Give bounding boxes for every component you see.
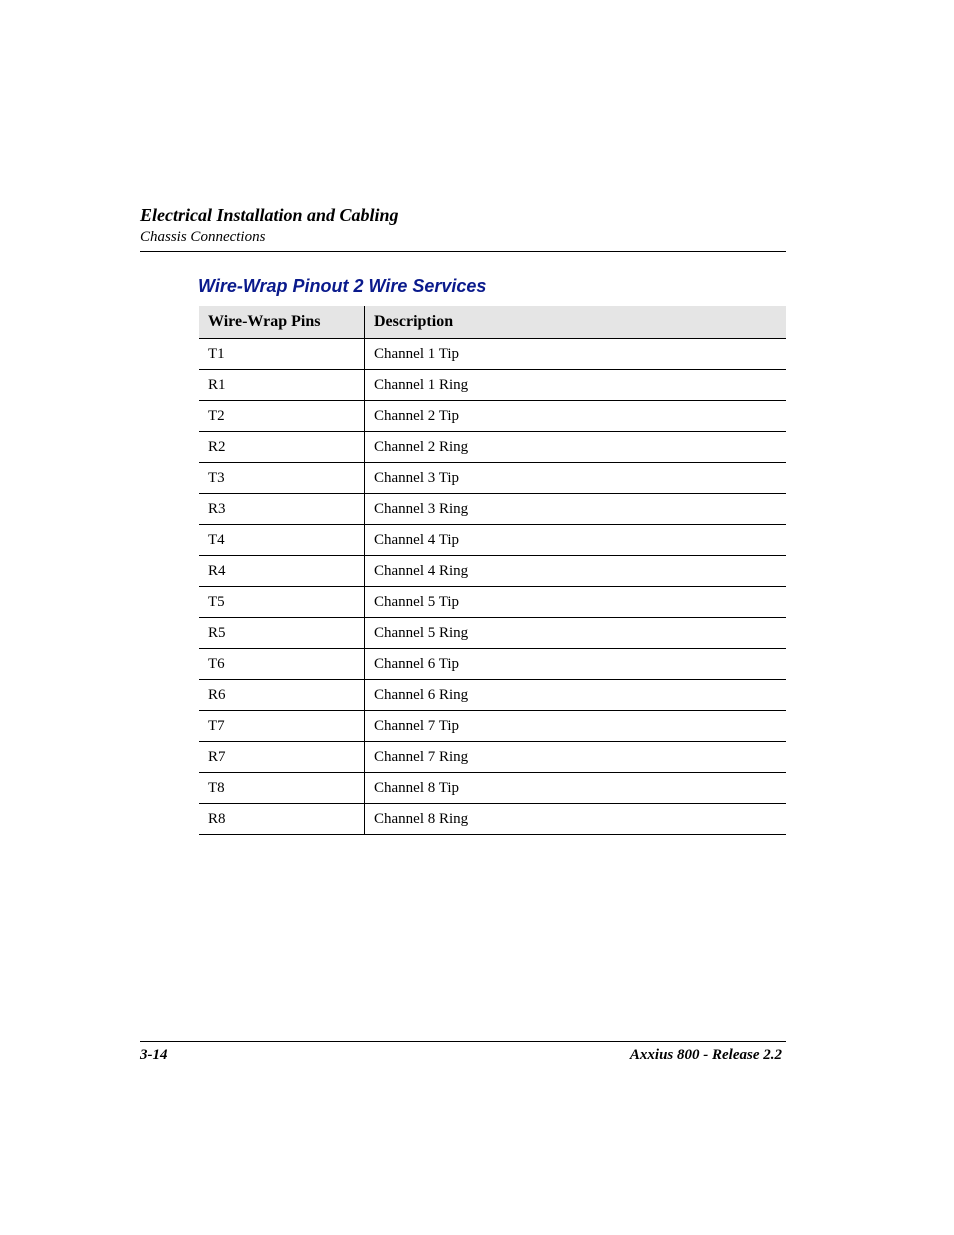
pin-cell: T8 xyxy=(199,773,365,804)
pin-cell: R4 xyxy=(199,556,365,587)
table-row xyxy=(199,463,786,494)
table-body xyxy=(199,339,786,835)
pin-cell: T6 xyxy=(199,649,365,680)
pin-cell: T1 xyxy=(199,339,365,370)
table-title: Wire-Wrap Pinout 2 Wire Services xyxy=(198,276,487,296)
table-row xyxy=(199,556,786,587)
table-header-row xyxy=(199,306,786,339)
description-cell: Channel 5 Tip xyxy=(365,587,787,618)
pin-cell: R3 xyxy=(199,494,365,525)
description-cell: Channel 4 Tip xyxy=(365,525,787,556)
pin-cell: T7 xyxy=(199,711,365,742)
chapter-title: Electrical Installation and Cabling xyxy=(140,205,399,225)
footer-divider xyxy=(140,1041,786,1042)
description-cell: Channel 5 Ring xyxy=(365,618,787,649)
description-cell: Channel 1 Tip xyxy=(365,339,787,370)
table-row xyxy=(199,494,786,525)
pin-cell: R6 xyxy=(199,680,365,711)
description-cell: Channel 1 Ring xyxy=(365,370,787,401)
table-row xyxy=(199,587,786,618)
column-header-description: Description xyxy=(365,306,787,339)
table-row xyxy=(199,711,786,742)
pinout-table xyxy=(199,306,786,835)
table-row xyxy=(199,680,786,711)
product-release: Axxius 800 - Release 2.2 xyxy=(629,1047,782,1063)
description-cell: Channel 2 Tip xyxy=(365,401,787,432)
pin-cell: R5 xyxy=(199,618,365,649)
description-cell: Channel 2 Ring xyxy=(365,432,787,463)
page-header xyxy=(140,204,786,246)
description-cell: Channel 8 Ring xyxy=(365,804,787,835)
pin-cell: T5 xyxy=(199,587,365,618)
table-row xyxy=(199,618,786,649)
table-row xyxy=(199,525,786,556)
description-cell: Channel 6 Ring xyxy=(365,680,787,711)
pin-cell: T4 xyxy=(199,525,365,556)
description-cell: Channel 8 Tip xyxy=(365,773,787,804)
header-divider xyxy=(140,251,786,252)
table-row xyxy=(199,401,786,432)
table-row xyxy=(199,432,786,463)
description-cell: Channel 6 Tip xyxy=(365,649,787,680)
pin-cell: R1 xyxy=(199,370,365,401)
pin-cell: R2 xyxy=(199,432,365,463)
table-row xyxy=(199,649,786,680)
table-row xyxy=(199,804,786,835)
table-row xyxy=(199,773,786,804)
pin-cell: R7 xyxy=(199,742,365,773)
description-cell: Channel 3 Ring xyxy=(365,494,787,525)
description-cell: Channel 4 Ring xyxy=(365,556,787,587)
pin-cell: T2 xyxy=(199,401,365,432)
page-number: 3-14 xyxy=(140,1047,168,1063)
section-subtitle: Chassis Connections xyxy=(140,229,266,245)
description-cell: Channel 3 Tip xyxy=(365,463,787,494)
description-cell: Channel 7 Tip xyxy=(365,711,787,742)
description-cell: Channel 7 Ring xyxy=(365,742,787,773)
pin-cell: R8 xyxy=(199,804,365,835)
pin-cell: T3 xyxy=(199,463,365,494)
table-row xyxy=(199,742,786,773)
table-row xyxy=(199,370,786,401)
table-row xyxy=(199,339,786,370)
column-header-pins: Wire-Wrap Pins xyxy=(199,306,365,339)
